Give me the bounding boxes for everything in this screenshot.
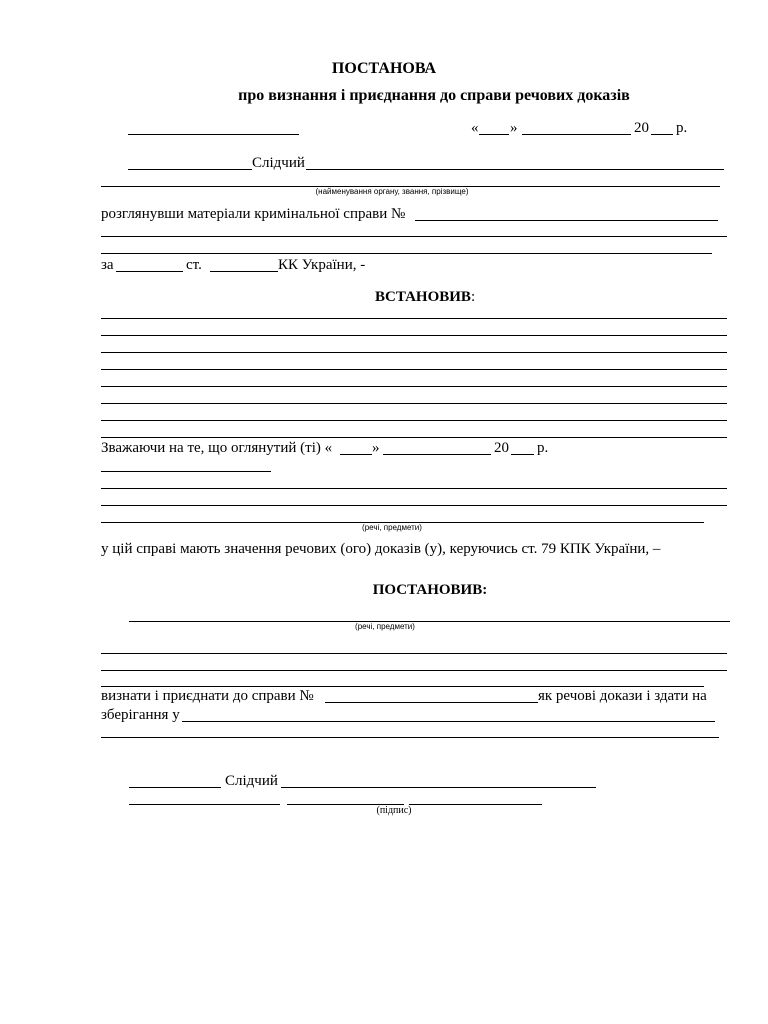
decided-line-3 [101,686,704,687]
date-year: 20 [634,120,649,136]
article-mid: ст. [186,257,202,273]
case-materials-text: розглянувши матеріали кримінальної справи № [101,206,406,222]
date-month-blank [522,134,631,135]
organ-caption: (найменування органу, звання, прізвище) [315,187,469,196]
established-line-3 [101,352,727,353]
considering-day-blank [340,454,372,455]
recognize-text-end: як речові докази і здати на [538,688,707,704]
date-day-blank [479,134,509,135]
considering-suffix: р. [537,440,549,456]
considering-blank-1 [101,471,271,472]
date-quote-open: « [471,120,479,136]
date-year-blank [651,134,673,135]
considering-blank-2 [101,488,727,489]
evidence-text: у цій справі мають значення речових (ого) доказів (у), керуючись ст. 79 КПК України, – [101,541,661,557]
established-colon: : [470,289,476,305]
investigator-blank-right [306,169,724,170]
article-prefix: за [101,257,114,273]
decided-heading: ПОСТАНОВИВ: [372,582,488,598]
storage-blank [182,721,715,722]
signature-caption: (підпис) [376,805,412,816]
established-line-1 [101,318,727,319]
signature-blank-3 [409,804,542,805]
case-number-blank [415,220,718,221]
investigator-blank-left [128,169,252,170]
article-suffix: КК України, - [278,257,366,273]
decided-line-2 [101,670,727,671]
storage-blank-2 [101,737,719,738]
case-blank-line-2 [101,253,712,254]
recognize-case-number-blank [325,702,538,703]
place-blank [128,134,299,135]
established-line-8 [101,437,727,438]
considering-blank-3 [101,505,727,506]
case-blank-line-1 [101,236,727,237]
date-quote-close: » [510,120,518,136]
signature-rank-blank [129,787,221,788]
established-line-4 [101,369,727,370]
established-line-6 [101,403,727,404]
considering-year-blank [511,454,534,455]
considering-text: Зважаючи на те, що оглянутий (ті) « [101,440,333,456]
date-suffix: р. [676,120,688,136]
established-line-2 [101,335,727,336]
considering-quote-close: » [372,440,380,456]
items-caption: (речі, предмети) [362,523,422,532]
decided-line-1 [101,653,727,654]
signature-name-blank [281,787,596,788]
items-caption-2: (речі, предмети) [355,622,415,631]
established-line-5 [101,386,727,387]
considering-year: 20 [494,440,509,456]
article-number-blank [210,271,278,272]
established-heading-wrap [375,289,475,306]
article-part-blank [116,271,183,272]
investigator-label-2: Слідчий [225,773,278,789]
considering-month-blank [383,454,491,455]
investigator-label: Слідчий [252,155,305,171]
document-subtitle: про визнання і приєднання до справи речових доказів [238,87,630,104]
storage-text: зберігання у [101,707,180,723]
established-line-7 [101,420,727,421]
signature-blank-1 [129,804,280,805]
recognize-text-start: визнати і приєднати до справи № [101,688,314,704]
established-heading: ВСТАНОВИВ [375,289,471,305]
document-title: ПОСТАНОВА [331,60,437,77]
